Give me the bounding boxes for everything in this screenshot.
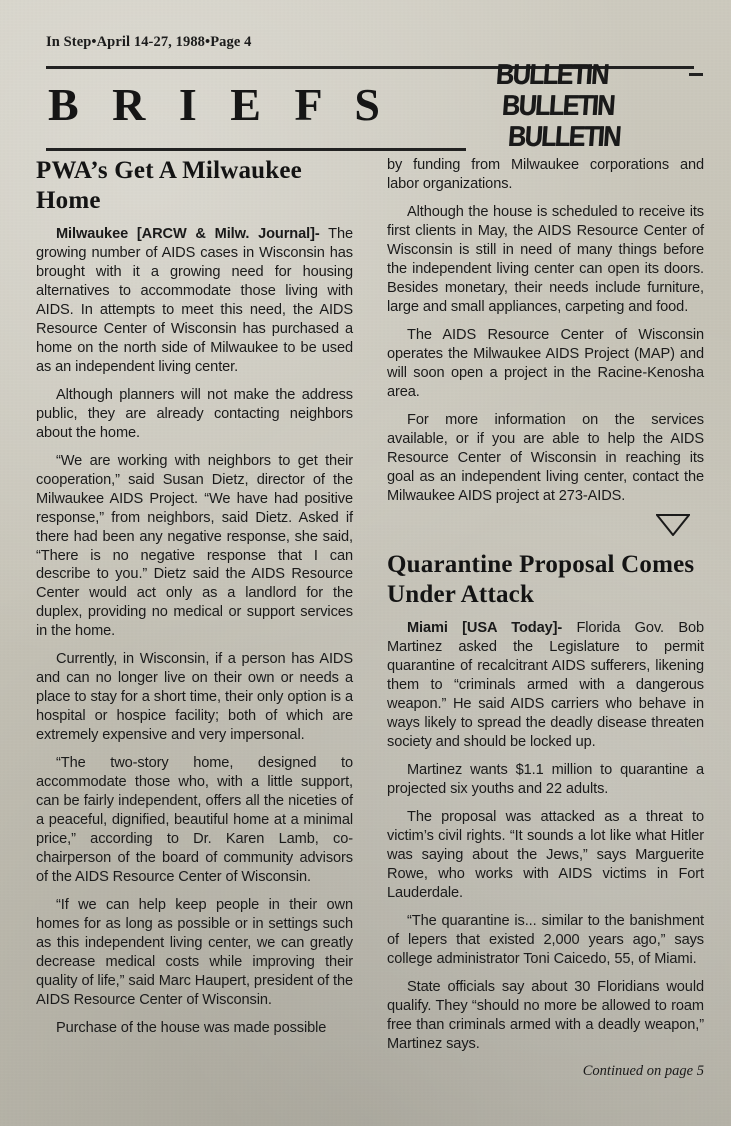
bulletin-text: BULLETIN: [494, 58, 609, 92]
paragraph: “If we can help keep people in their own homes for as long as possible or in settings such as this independent living center, we can greatly decrease medical costs while improving their quality of life,” said Marc Haupert, president of the AIDS Resource Center of Wisconsin.: [36, 896, 353, 1008]
paragraph: Martinez wants $1.1 million to quarantine a projected six youths and 22 adults.: [387, 762, 704, 798]
paragraph: For more information on the services available, or if you are able to help the AIDS Resource Center of Wisconsin in reaching its goal as an independent living center, contact the Milwaukee AIDS project at 273-AIDS.: [387, 411, 704, 504]
paragraph: Currently, in Wisconsin, if a person has AIDS and can no longer live on their own or needs a place to stay for a short time, their only option is a hospital or hospice facility; both of which are extremely expensive and very impersonal.: [36, 651, 353, 744]
continued-note: Continued on page 5: [582, 1062, 704, 1079]
paragraph-text: The growing number of AIDS cases in Wisconsin has brought with it a growing need for housing alternatives to accommodate those living with AIDS. In attempts to meet this need, the AIDS Resource Center of Wisconsin has purchased a home on the north side of Milwaukee to be used as an independent living center.: [36, 226, 353, 375]
paragraph: “The two-story home, designed to accommodate those who, with a little support, can be fairly independent, offers all the niceties of a peaceful, dignified, beautiful home at a minimal price,” according to Dr. Karen Lamb, co-chairperson of the board of community advisors of the AIDS Resource Center of Wisconsin.: [36, 755, 353, 885]
page-title: B R I E F S: [48, 79, 391, 130]
left-column: [36, 156, 353, 1080]
paragraph: The AIDS Resource Center of Wisconsin operates the Milwaukee AIDS Project (MAP) and will soon open a project in the Racine-Kenosha area.: [387, 326, 704, 400]
paragraph: by funding from Milwaukee corporations and labor organizations.: [387, 157, 704, 192]
bulletin-row-1: [492, 60, 697, 91]
article-columns: [32, 156, 704, 1080]
bulletin-row-3: [492, 122, 697, 153]
paragraph: Although the house is scheduled to receive its first clients in May, the AIDS Resource Center of Wisconsin is still in need of many things before the independent living center can open its doors. Besides monetary, their needs include furniture, large and small appliances, carpeting and food.: [387, 203, 704, 315]
paragraph: [36, 225, 353, 377]
paragraph: [387, 619, 704, 752]
article-headline-quarantine: Quarantine Proposal Comes Under Attack: [387, 551, 695, 608]
bulletin-dash-icon: [689, 73, 703, 76]
bulletin-text: BULLETIN: [506, 120, 621, 154]
paragraph-text: Florida Gov. Bob Martinez asked the Legislature to permit quarantine of recalcitrant AIDS sufferers, likening them to “criminals armed with a dangerous weapon.” He said AIDS carriers who behave in ways likely to spread the deadly disease threaten society and should be locked up.: [387, 620, 704, 751]
paragraph: Purchase of the house was made possible: [56, 1019, 327, 1036]
paragraph: The proposal was attacked as a threat to victim’s civil rights. “It sounds a lot like what Hitler was saying about the Jews,” says Marguerite Rowe, who works with AIDS victims in Fort Lauderdale.: [387, 809, 704, 902]
right-column: [387, 156, 704, 1080]
bulletin-logo: [492, 60, 697, 153]
article-headline-pwa: PWA’s Get A Milwaukee Home: [36, 157, 302, 214]
dateline: Miami [USA Today]-: [407, 620, 563, 637]
mid-rule: [46, 148, 466, 151]
end-of-article-triangle-icon: [387, 514, 690, 536]
paragraph: “The quarantine is... similar to the banishment of lepers that existed 2,000 years ago,” says college administrator Toni Caicedo, 55, of Miami.: [387, 913, 704, 967]
paragraph: “We are working with neighbors to get their cooperation,” said Susan Dietz, director of the Milwaukee AIDS Project. “We have had positive response,” from neighbors, said Dietz. Asked if there had been any negative response, she said, “There is no negative response that I can describe to you.” Dietz said the AIDS Resource Center would act only as a landlord for the duplex, providing no medical or support services in the home.: [36, 452, 353, 640]
bulletin-text: BULLETIN: [500, 89, 615, 123]
paragraph: Although planners will not make the address public, they are already contacting neighbors about the home.: [36, 386, 353, 441]
bulletin-row-2: [492, 91, 697, 122]
paragraph: State officials say about 30 Floridians would qualify. They “should no more be allowed to roam free than criminals armed with a deadly weapon,” Martinez says.: [387, 978, 704, 1052]
dateline: Milwaukee [ARCW & Milw. Journal]-: [56, 226, 320, 242]
masthead-line: In Step•April 14-27, 1988•Page 4: [46, 34, 252, 50]
